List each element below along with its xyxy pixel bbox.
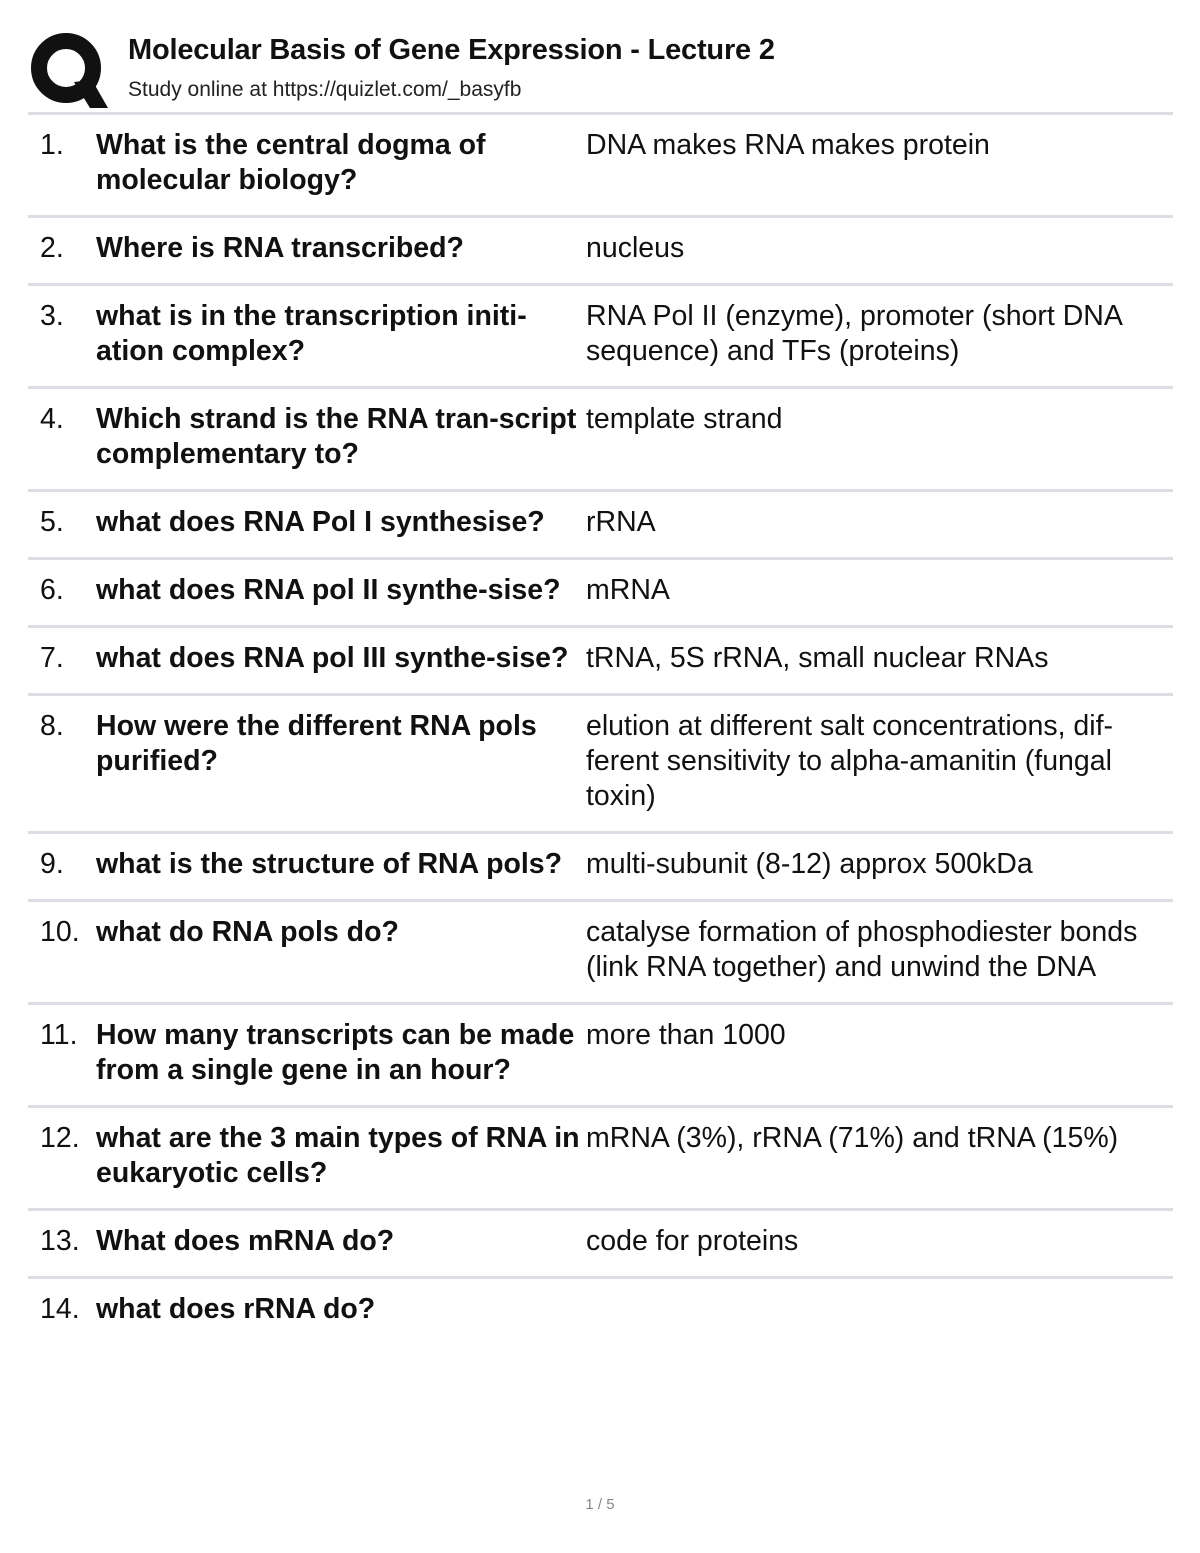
card-definition: catalyse formation of phosphodiester bonds (link RNA together) and unwind the DNA: [586, 916, 1138, 983]
page-header: [30, 30, 1172, 110]
card-term: what are the 3 main types of RNA in eukaryotic cells?: [96, 1122, 580, 1189]
card-number: 2.: [40, 232, 64, 264]
card-number: 14.: [40, 1293, 80, 1325]
card-definition: [586, 1292, 1173, 1327]
card-number: 5.: [40, 506, 64, 538]
card-term: what does RNA pol II synthe-sise?: [96, 574, 561, 606]
card-number: 3.: [40, 300, 64, 332]
flashcard-row: [28, 628, 1173, 696]
card-number: 13.: [40, 1225, 80, 1257]
card-definition: rRNA: [586, 506, 656, 538]
flashcard-row: [28, 696, 1173, 834]
flashcard-row: [28, 560, 1173, 628]
card-term: How many transcripts can be made from a single gene in an hour?: [96, 1019, 575, 1086]
card-definition: more than 1000: [586, 1019, 786, 1051]
card-definition: code for proteins: [586, 1225, 799, 1257]
card-number: 11.: [40, 1019, 78, 1051]
card-definition: mRNA (3%), rRNA (71%) and tRNA (15%): [586, 1122, 1119, 1154]
card-term: What is the central dogma of molecular biology?: [96, 129, 486, 196]
flashcard-row: [28, 1108, 1173, 1211]
card-definition: mRNA: [586, 574, 670, 606]
card-number: 7.: [40, 642, 64, 674]
page-number: 1 / 5: [585, 1496, 615, 1513]
card-term: what is the structure of RNA pols?: [96, 848, 563, 880]
card-definition: DNA makes RNA makes protein: [586, 129, 990, 161]
flashcard-row: [28, 389, 1173, 492]
card-definition: multi-subunit (8-12) approx 500kDa: [586, 848, 1033, 880]
flashcard-row: [28, 218, 1173, 286]
card-number: 8.: [40, 710, 64, 742]
card-number: 1.: [40, 129, 64, 161]
card-term: what does rRNA do?: [96, 1293, 376, 1325]
card-number: 10.: [40, 916, 80, 948]
card-definition: elution at different salt concentrations, dif-ferent sensitivity to alpha-amanitin (fungal toxin): [586, 710, 1114, 812]
card-term: Where is RNA transcribed?: [96, 232, 464, 264]
card-definition: tRNA, 5S rRNA, small nuclear RNAs: [586, 642, 1049, 674]
card-term: what does RNA pol III synthe-sise?: [96, 642, 569, 674]
flashcard-row: [28, 492, 1173, 560]
card-number: 6.: [40, 574, 64, 606]
card-number: 12.: [40, 1122, 80, 1154]
card-definition: RNA Pol II (enzyme), promoter (short DNA sequence) and TFs (proteins): [586, 300, 1122, 367]
card-term: How were the different RNA pols purified?: [96, 710, 537, 777]
card-definition: template strand: [586, 403, 783, 435]
card-term: What does mRNA do?: [96, 1225, 395, 1257]
card-term: what is in the transcription initi-ation complex?: [96, 300, 527, 367]
flashcard-row: [28, 902, 1173, 1005]
card-term: Which strand is the RNA tran-script complementary to?: [96, 403, 577, 470]
document-subtitle: Study online at https://quizlet.com/_basyfb: [128, 78, 522, 101]
flashcard-row: [28, 1005, 1173, 1108]
flashcard-row: [28, 115, 1173, 218]
card-term: what does RNA Pol I synthesise?: [96, 506, 545, 538]
flashcard-row: [28, 1211, 1173, 1279]
card-definition: nucleus: [586, 232, 685, 264]
flashcard-row: [28, 1279, 1173, 1344]
card-term: what do RNA pols do?: [96, 916, 399, 948]
document-title: Molecular Basis of Gene Expression - Lecture 2: [128, 34, 775, 66]
flashcard-row: [28, 834, 1173, 902]
flashcard-list: [28, 112, 1173, 1344]
quizlet-logo-icon: [30, 32, 108, 110]
flashcard-row: [28, 286, 1173, 389]
card-number: 4.: [40, 403, 64, 435]
card-number: 9.: [40, 848, 64, 880]
